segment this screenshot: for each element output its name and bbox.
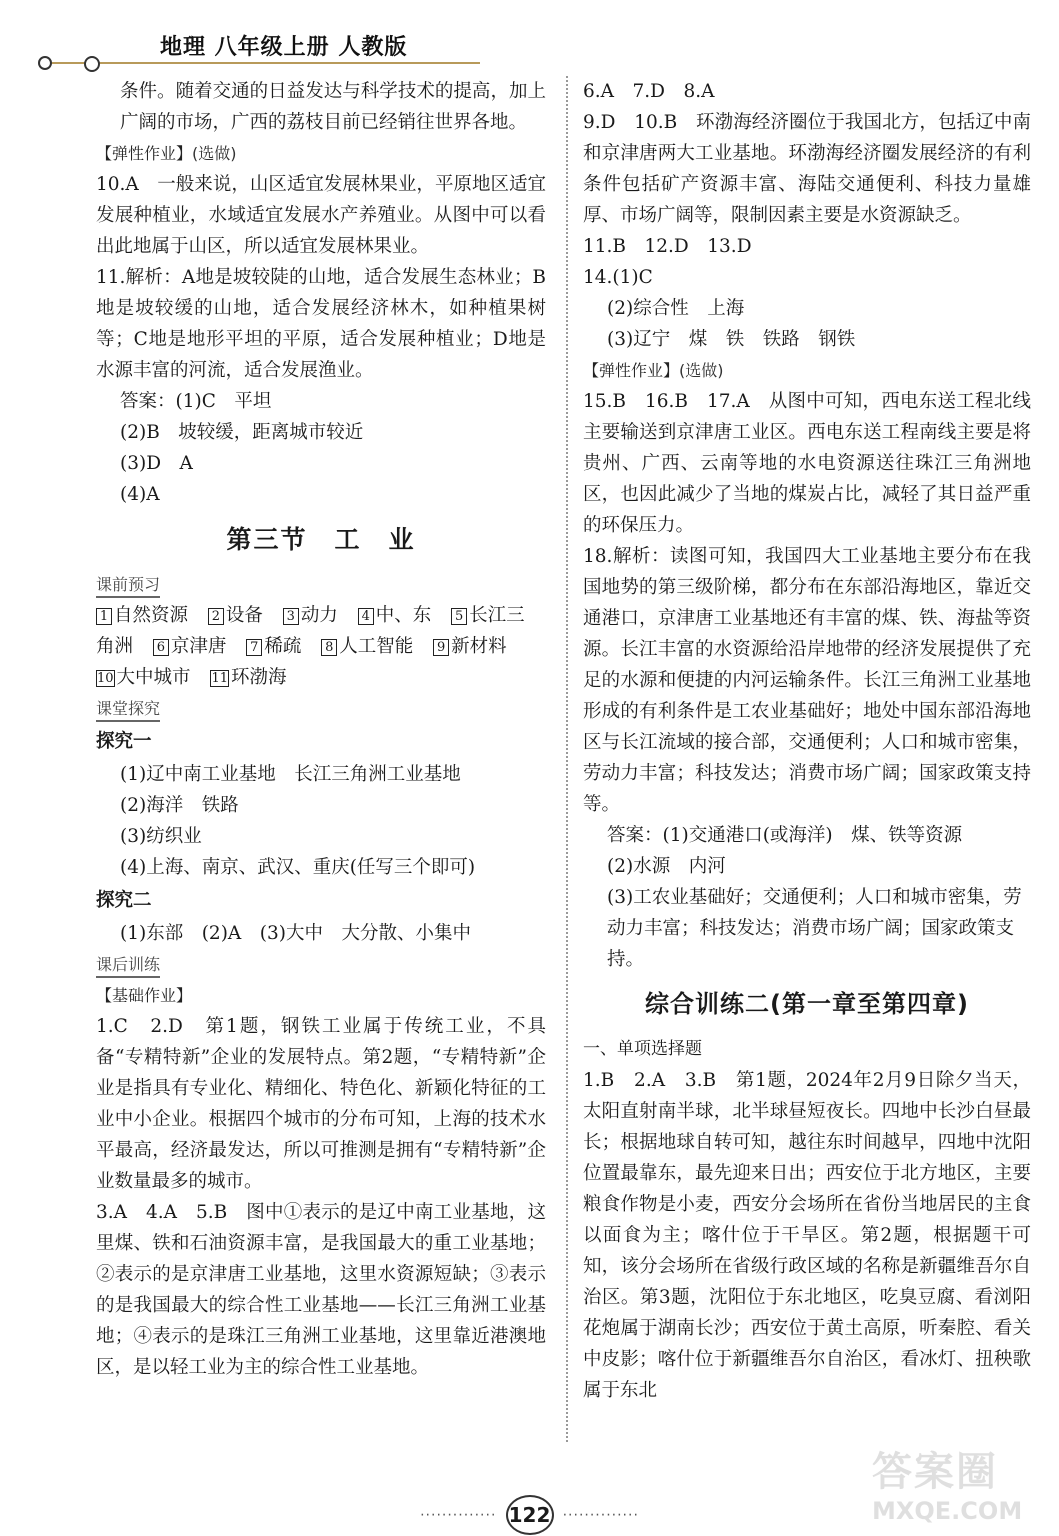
elastic-homework-tag: 【弹性作业】(选做) xyxy=(96,144,237,163)
q18-answer: 答案：(1)交通港口(或海洋) 煤、铁等资源 xyxy=(607,825,963,846)
preview-item: 2 设备 xyxy=(208,600,263,631)
explore2-item: (1)东部 (2)A (3)大中 大分散、小集中 xyxy=(120,923,471,944)
watermark-url: MXQE.COM xyxy=(872,1497,1023,1525)
answer-q1-3: 1.B 2.A 3.B 第1题，2024年2月9日除夕当天，太阳直射南半球，北半球昼短夜长。四地中长沙白昼最长；根据地球自转可知，越往东时间越早，四地中沈阳位置最靠东，最先迎来日出；西安位于北方地区，主要粮食作物是小麦，西安分会场所在省份当地居民的主食以面食为主；喀什位于干旱区。第2题，根据题干可知，该分会场所在省级行政区域的名称是新疆维吾尔自治区。第3题，沈阳位于东北地区，吃臭豆腐、看浏阳花炮属于湖南长沙；西安位于黄土高原，听秦腔、看关中皮影；喀什位于新疆维吾尔自治区，看冰灯、扭秧歌属于东北 xyxy=(583,1070,1031,1401)
part-heading: 一、单项选择题 xyxy=(583,1039,702,1059)
after-class-heading: 课后训练 xyxy=(96,954,160,978)
preview-item: 11 环渤海 xyxy=(211,667,287,688)
section-title: 第三节 工 业 xyxy=(226,525,416,554)
preview-item: 6 京津唐 xyxy=(153,631,227,662)
left-column xyxy=(96,76,546,1383)
column-divider xyxy=(566,76,568,1442)
preview-item: 7 稀疏 xyxy=(246,631,301,662)
q11-answer-1: 答案：(1)C 平坦 xyxy=(120,391,272,412)
answer-q18: 18.解析：读图可知，我国四大工业基地主要分布在我国地势的第三级阶梯，都分布在东部沿海地区，靠近交通港口，京津唐工业基地还有丰富的煤、铁、海盐等资源。长江丰富的水资源给沿岸地带的经济发展提供了充足的水源和便捷的内河运输条件。长江三角洲工业基地形成的有利条件是工农业基础好；地处中国东部沿海地区与长江流域的接合部，交通便利；人口和城市密集，劳动力丰富；科技发达；消费市场广阔；国家政策支持等。 xyxy=(583,546,1031,815)
header-rule xyxy=(40,62,480,64)
preview-heading: 课前预习 xyxy=(96,574,160,598)
q14-line: (2)综合性 上海 xyxy=(607,298,745,319)
q18-answer: (2)水源 内河 xyxy=(607,856,726,877)
answer-q11-13: 11.B 12.D 13.D xyxy=(583,236,752,257)
right-column xyxy=(583,76,1031,1406)
preview-item: 角洲 xyxy=(96,636,134,657)
basic-homework-tag: 【基础作业】 xyxy=(96,986,193,1005)
header-ornament-right xyxy=(84,56,100,72)
explore1-item: (3)纺织业 xyxy=(120,826,202,847)
page-dots-left: ·············· xyxy=(420,1507,497,1524)
preview-item: 8 人工智能 xyxy=(321,631,413,662)
answer-q9-10: 9.D 10.B 环渤海经济圈位于我国北方，包括辽中南和京津唐两大工业基地。环渤海经济圈发展经济的有利条件包括矿产资源丰富、海陆交通便利、科技力量雄厚、市场广阔等，限制因素主要是水资源缺乏。 xyxy=(583,112,1031,226)
q18-answer: (3)工农业基础好；交通便利；人口和城市密集，劳动力丰富；科技发达；消费市场广阔；国家政策支持。 xyxy=(607,887,1022,970)
explore1-heading: 探究一 xyxy=(96,731,152,752)
preview-item: 3 动力 xyxy=(283,600,338,631)
q11-answer-2: (2)B 坡较缓，距离城市较近 xyxy=(120,422,364,443)
explore1-list xyxy=(96,759,546,883)
preview-item: 9 新材料 xyxy=(433,631,507,662)
explore1-item: (1)辽中南工业基地 长江三角洲工业基地 xyxy=(120,764,461,785)
q11-answer-4: (4)A xyxy=(120,484,160,505)
page-dots-right: ·············· xyxy=(562,1507,639,1524)
preview-item: 10 大中城市 xyxy=(97,667,191,688)
page-number-badge: 122 xyxy=(506,1495,554,1535)
explore2-list xyxy=(96,918,546,949)
explore1-item: (4)上海、南京、武汉、重庆(任写三个即可) xyxy=(120,857,476,878)
intro-text: 条件。随着交通的日益发达与科学技术的提高，加上广阔的市场，广西的荔枝目前已经销往世界各地。 xyxy=(120,81,546,133)
answer-q3-5: 3.A 4.A 5.B 图中①表示的是辽中南工业基地，这里煤、铁和石油资源丰富，是我国最大的重工业基地；②表示的是京津唐工业基地，这里水资源短缺；③表示的是我国最大的综合性工业基地——长江三角洲工业基地；④表示的是珠江三角洲工业基地，这里靠近港澳地区，是以轻工业为主的综合性工业基地。 xyxy=(96,1202,546,1378)
preview-item: 4 中、东 xyxy=(358,600,432,631)
q18-answers xyxy=(583,820,1031,975)
answer-q10: 10.A 一般来说，山区适宜发展林果业，平原地区适宜发展种植业，水域适宜发展水产养殖业。从图中可以看出此地属于山区，所以适宜发展林果业。 xyxy=(96,174,546,257)
q14-line: 14.(1)C xyxy=(583,267,653,288)
answer-q6-8: 6.A 7.D 8.A xyxy=(583,81,715,102)
q14-line: (3)辽宁 煤 铁 铁路 钢铁 xyxy=(607,329,856,350)
preview-answers xyxy=(96,600,546,693)
preview-item: 5 长江三 xyxy=(451,600,525,631)
watermark-text: 答案圈 xyxy=(872,1449,998,1495)
preview-item: 1 自然资源 xyxy=(96,600,188,631)
classroom-heading: 课堂探究 xyxy=(96,698,160,722)
answer-q14 xyxy=(583,262,1031,355)
header-ornament-left xyxy=(38,56,52,70)
section-title: 综合训练二(第一章至第四章) xyxy=(645,990,969,1018)
explore1-item: (2)海洋 铁路 xyxy=(120,795,239,816)
elastic-homework-tag: 【弹性作业】(选做) xyxy=(583,361,724,380)
q11-answers xyxy=(96,386,546,510)
book-title: 地理 八年级上册 人教版 xyxy=(160,35,408,60)
q11-answer-3: (3)D A xyxy=(120,453,193,474)
answer-q11: 11.解析：A地是坡较陡的山地，适合发展生态林业；B地是坡较缓的山地，适合发展经济林木，如种植果树等；C地是地形平坦的平原，适合发展种植业；D地是水源丰富的河流，适合发展渔业。 xyxy=(96,267,546,381)
explore2-heading: 探究二 xyxy=(96,890,152,911)
answer-q15-17: 15.B 16.B 17.A 从图中可知，西电东送工程北线主要输送到京津唐工业区。西电东送工程南线主要是将贵州、广西、云南等地的水电资源送往珠江三角洲地区，也因此减少了当地的煤炭占比，减轻了其日益严重的环保压力。 xyxy=(583,391,1031,536)
answer-q1-2: 1.C 2.D 第1题，钢铁工业属于传统工业，不具备“专精特新”企业的发展特点。第2题，“专精特新”企业是指具有专业化、精细化、特色化、新颖化特征的工业中小企业。根据四个城市的分布可知，上海的技术水平最高，经济最发达，所以可推测是拥有“专精特新”企业数量最多的城市。 xyxy=(96,1016,546,1192)
page-header xyxy=(0,0,1059,70)
watermark xyxy=(872,1440,1042,1530)
